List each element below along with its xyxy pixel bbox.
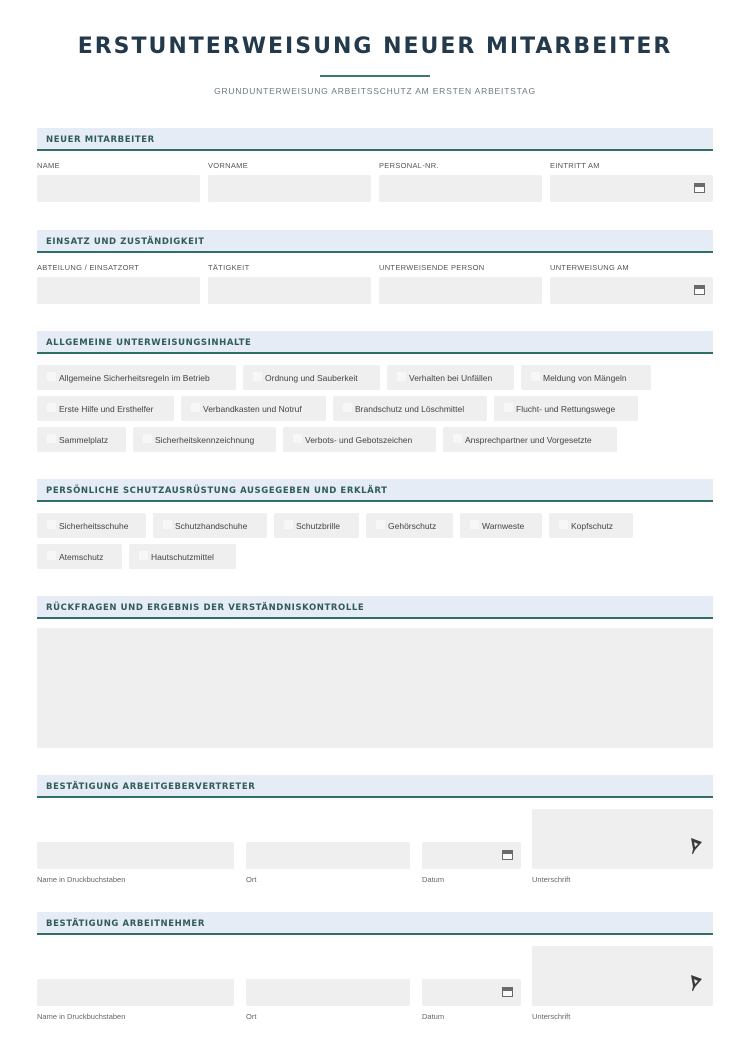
label-name-druckbuchstaben: Name in Druckbuchstaben (37, 1012, 126, 1021)
checkbox-item[interactable] (37, 396, 174, 421)
checkbox-label: Gehörschutz (388, 521, 437, 531)
label-ort: Ort (246, 875, 257, 884)
checkbox-item[interactable] (494, 396, 638, 421)
label-eintritt-am: EINTRITT AM (550, 161, 600, 170)
checkbox-item[interactable] (37, 513, 146, 538)
checkbox-item[interactable] (243, 365, 380, 390)
section-heading: NEUER MITARBEITER (46, 135, 155, 145)
checkbox-box[interactable] (47, 434, 56, 443)
label-ort: Ort (246, 1012, 257, 1021)
section-arbeitnehmer (37, 912, 713, 935)
label-datum: Datum (422, 875, 445, 884)
checkbox-item[interactable] (274, 513, 359, 538)
checkbox-label: Brandschutz und Löschmittel (355, 404, 465, 414)
label-name: NAME (37, 161, 60, 170)
personal-nr-field[interactable] (379, 175, 542, 202)
checkbox-label: Verbandkasten und Notruf (203, 404, 302, 414)
arbeitgeber-ort-field[interactable] (246, 842, 410, 869)
pen-nib-icon (689, 974, 703, 992)
checkbox-label: Atemschutz (59, 552, 104, 562)
label-unterweisung-am: UNTERWEISUNG AM (550, 263, 629, 272)
unterweisende-person-field[interactable] (379, 277, 542, 304)
checkbox-label: Allgemeine Sicherheitsregeln im Betrieb (59, 373, 210, 383)
checkbox-label: Flucht- und Rettungswege (516, 404, 616, 414)
checkbox-item[interactable] (181, 396, 326, 421)
section-heading: RÜCKFRAGEN UND ERGEBNIS DER VERSTÄNDNISKONTROLLE (46, 603, 365, 613)
checkbox-label: Schutzbrille (296, 521, 340, 531)
label-unterschrift: Unterschrift (532, 1012, 571, 1021)
checkbox-item[interactable] (333, 396, 487, 421)
section-heading: EINSATZ UND ZUSTÄNDIGKEIT (46, 237, 205, 247)
arbeitnehmer-signature-field[interactable] (532, 946, 713, 1006)
rueckfragen-textarea[interactable] (37, 628, 713, 748)
checkbox-label: Warnweste (482, 521, 525, 531)
checkbox-box[interactable] (531, 372, 540, 381)
calendar-icon[interactable] (694, 285, 705, 295)
section-neuer-mitarbeiter (37, 128, 713, 151)
checkbox-item[interactable] (387, 365, 514, 390)
section-psa (37, 479, 713, 502)
calendar-icon[interactable] (502, 850, 513, 860)
checkbox-box[interactable] (47, 403, 56, 412)
checkbox-item[interactable] (37, 365, 236, 390)
section-heading: PERSÖNLICHE SCHUTZAUSRÜSTUNG AUSGEGEBEN UND ERKLÄRT (46, 486, 388, 496)
checkbox-box[interactable] (163, 520, 172, 529)
checkbox-item[interactable] (283, 427, 436, 452)
checkbox-item[interactable] (460, 513, 542, 538)
section-einsatz (37, 230, 713, 253)
section-inhalte (37, 331, 713, 354)
label-name-druckbuchstaben: Name in Druckbuchstaben (37, 875, 126, 884)
checkbox-label: Verhalten bei Unfällen (409, 373, 493, 383)
checkbox-box[interactable] (397, 372, 406, 381)
checkbox-box[interactable] (47, 520, 56, 529)
checkbox-box[interactable] (143, 434, 152, 443)
arbeitnehmer-name-field[interactable] (37, 979, 234, 1006)
checkbox-box[interactable] (253, 372, 262, 381)
arbeitnehmer-datum-field[interactable] (422, 979, 521, 1006)
unterweisung-am-field[interactable] (550, 277, 713, 304)
checkbox-label: Kopfschutz (571, 521, 614, 531)
name-field[interactable] (37, 175, 200, 202)
checkbox-box[interactable] (470, 520, 479, 529)
page-title: ERSTUNTERWEISUNG NEUER MITARBEITER (77, 34, 673, 59)
checkbox-box[interactable] (343, 403, 352, 412)
page-subtitle: GRUNDUNTERWEISUNG ARBEITSSCHUTZ AM ERSTEN ARBEITSTAG (214, 86, 536, 96)
label-personal-nr: PERSONAL-NR. (379, 161, 439, 170)
checkbox-box[interactable] (47, 372, 56, 381)
section-heading: BESTÄTIGUNG ARBEITGEBERVERTRETER (46, 782, 256, 792)
checkbox-item[interactable] (133, 427, 276, 452)
checkbox-label: Verbots- und Gebotszeichen (305, 435, 413, 445)
checkbox-item[interactable] (37, 544, 122, 569)
label-unterschrift: Unterschrift (532, 875, 571, 884)
arbeitnehmer-ort-field[interactable] (246, 979, 410, 1006)
abteilung-field[interactable] (37, 277, 200, 304)
checkbox-label: Hautschutzmittel (151, 552, 214, 562)
checkbox-label: Schutzhandschuhe (175, 521, 248, 531)
checkbox-item[interactable] (549, 513, 633, 538)
checkbox-box[interactable] (293, 434, 302, 443)
section-rueckfragen (37, 596, 713, 619)
checkbox-label: Sammelplatz (59, 435, 109, 445)
checkbox-item[interactable] (129, 544, 236, 569)
arbeitgeber-signature-field[interactable] (532, 809, 713, 869)
label-datum: Datum (422, 1012, 445, 1021)
section-arbeitgeber (37, 775, 713, 798)
checkbox-item[interactable] (521, 365, 651, 390)
checkbox-label: Ansprechpartner und Vorgesetzte (465, 435, 592, 445)
checkbox-box[interactable] (139, 551, 148, 560)
checkbox-label: Sicherheitsschuhe (59, 521, 129, 531)
section-heading: ALLGEMEINE UNTERWEISUNGSINHALTE (46, 338, 252, 348)
checkbox-item[interactable] (443, 427, 617, 452)
arbeitgeber-datum-field[interactable] (422, 842, 521, 869)
title-rule (320, 75, 430, 77)
checkbox-box[interactable] (559, 520, 568, 529)
calendar-icon[interactable] (502, 987, 513, 997)
checkbox-label: Ordnung und Sauberkeit (265, 373, 358, 383)
checkbox-item[interactable] (366, 513, 453, 538)
checkbox-label: Meldung von Mängeln (543, 373, 627, 383)
pen-nib-icon (689, 837, 703, 855)
checkbox-box[interactable] (47, 551, 56, 560)
vorname-field[interactable] (208, 175, 371, 202)
eintritt-am-field[interactable] (550, 175, 713, 202)
checkbox-box[interactable] (504, 403, 513, 412)
checkbox-item[interactable] (37, 427, 126, 452)
checkbox-label: Erste Hilfe und Ersthelfer (59, 404, 154, 414)
checkbox-item[interactable] (153, 513, 267, 538)
label-vorname: VORNAME (208, 161, 249, 170)
checkbox-box[interactable] (453, 434, 462, 443)
taetigkeit-field[interactable] (208, 277, 371, 304)
checkbox-label: Sicherheitskennzeichnung (155, 435, 255, 445)
checkbox-box[interactable] (284, 520, 293, 529)
checkbox-box[interactable] (376, 520, 385, 529)
label-taetigkeit: TÄTIGKEIT (208, 263, 250, 272)
checkbox-box[interactable] (191, 403, 200, 412)
arbeitgeber-name-field[interactable] (37, 842, 234, 869)
calendar-icon[interactable] (694, 183, 705, 193)
label-abteilung: ABTEILUNG / EINSATZORT (37, 263, 140, 272)
label-unterweisende-person: UNTERWEISENDE PERSON (379, 263, 485, 272)
section-heading: BESTÄTIGUNG ARBEITNEHMER (46, 919, 205, 929)
